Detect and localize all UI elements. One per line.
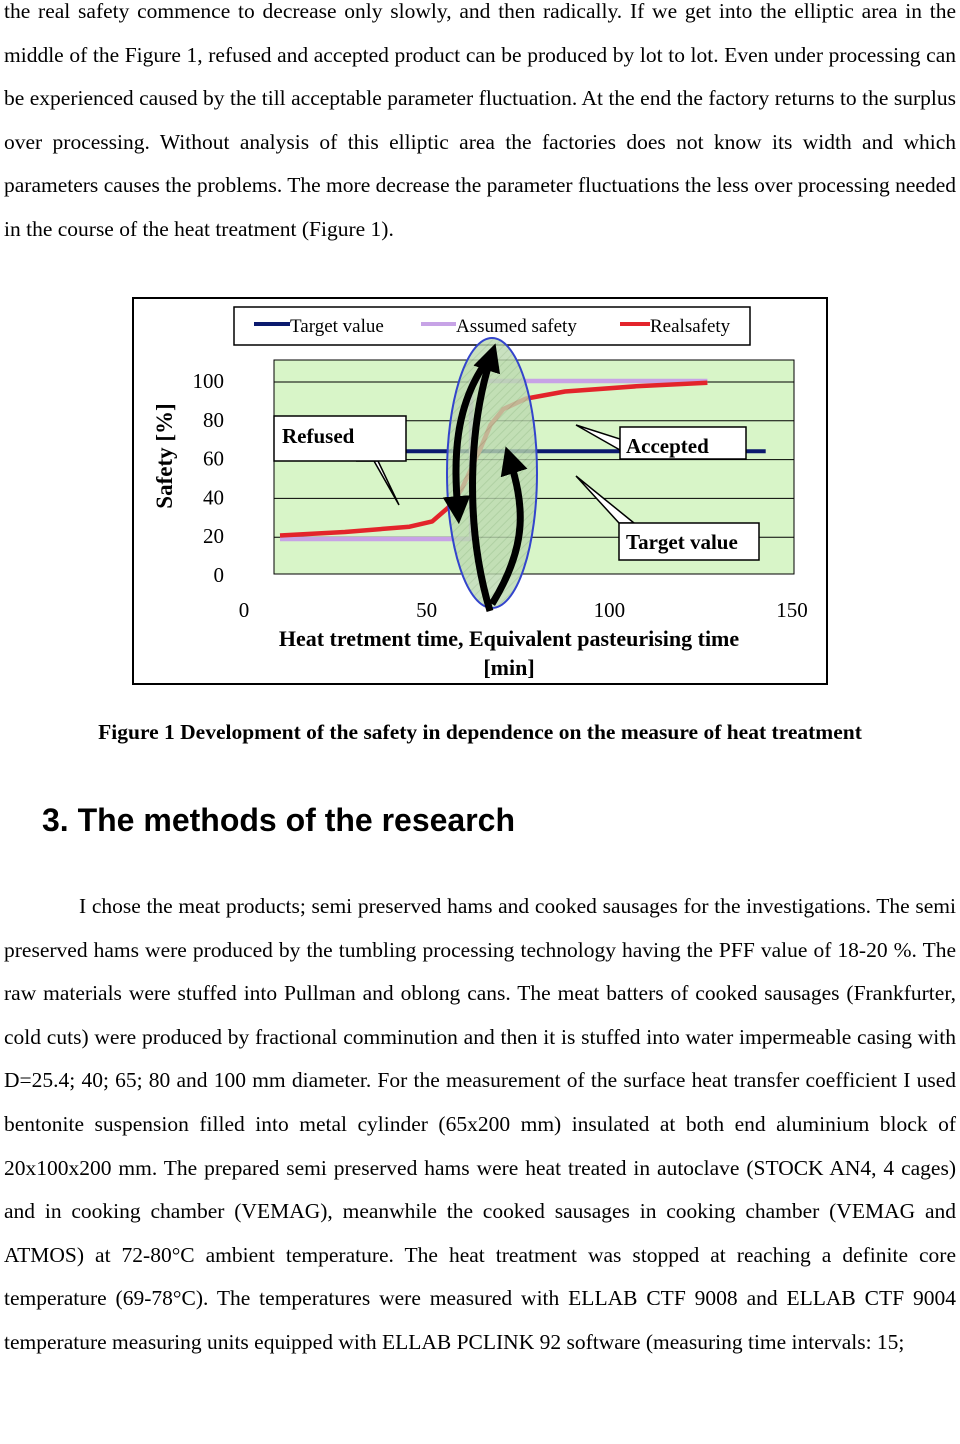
y-tick-label-40: 40 bbox=[203, 485, 224, 510]
x-axis-label-line-1: Heat tretment time, Equivalent pasteurising time bbox=[278, 626, 740, 651]
target-callout-label: Target value bbox=[626, 530, 738, 554]
y-tick-label-80: 80 bbox=[203, 407, 224, 432]
legend-label-target-value: Target value bbox=[290, 316, 384, 337]
x-tick-label-100: 100 bbox=[593, 598, 626, 622]
legend-label-assumed-safety: Assumed safety bbox=[456, 316, 577, 337]
y-tick-label-0: 0 bbox=[213, 563, 224, 587]
y-tick-label-60: 60 bbox=[203, 446, 224, 471]
paragraph-top: the real safety commence to decrease only slowly, and then radically. If we get into the elliptic area in the middle of the Figure 1, refused and accepted product can be produced by lot to lot. Even under processing can be experienced caused by the till acceptable parameter fluctuation. At the end the factory returns to the surplus over processing. Without analysis of this elliptic area the factories does not know its width and which parameters causes the problems. The more decrease the parameter fluctuations the less over processing needed in the course of the heat treatment (Figure 1). bbox=[4, 0, 956, 241]
x-tick-labels bbox=[239, 598, 808, 622]
accepted-callout-label: Accepted bbox=[626, 434, 709, 458]
figure-1-chart bbox=[132, 297, 828, 685]
paragraph-methods: I chose the meat products; semi preserved hams and cooked sausages for the investigations. The semi preserved hams were produced by the tumbling processing technology having the PFF value of 18-20 %. The raw materials were stuffed into Pullman and oblong cans. The meat batters of cooked sausages (Frankfurter, cold cuts) were produced by fractional comminution and then it is stuffed into water impermeable casing with D=25.4; 40; 65; 80 and 100 mm diameter. For the measurement of the surface heat transfer coefficient I used bentonite suspension filled into metal cylinder (65x200 mm) insulated at both end aluminium block of 20x100x200 mm. The prepared semi preserved hams were heat treated in autoclave (STOCK AN4, 4 cages) and in cooking chamber (VEMAG), meanwhile the cooked sausages in cooking chamber (VEMAG and ATMOS) at 72-80°C ambient temperature. The heat treatment was stopped at reaching a definite core temperature (69-78°C). The temperatures were measured with ELLAB CTF 9008 and ELLAB CTF 9004 temperature measuring units equipped with ELLAB PCLINK 92 software (measuring time intervals: 15; bbox=[4, 894, 956, 1354]
elliptic-area bbox=[447, 338, 537, 608]
y-tick-label-20: 20 bbox=[203, 524, 224, 549]
x-tick-label-50: 50 bbox=[416, 598, 438, 622]
section-heading: 3. The methods of the research bbox=[42, 802, 516, 838]
refused-callout-label: Refused bbox=[282, 424, 355, 448]
y-tick-label-100: 100 bbox=[192, 369, 224, 393]
x-tick-label-150: 150 bbox=[776, 598, 808, 622]
y-axis-label: Safety [%] bbox=[152, 403, 177, 509]
x-tick-label-0: 0 bbox=[238, 598, 250, 622]
y-tick-labels bbox=[193, 369, 225, 587]
legend-label-realsafety: Realsafety bbox=[650, 316, 731, 337]
figure-caption: Figure 1 Development of the safety in dependence on the measure of heat treatment bbox=[98, 720, 862, 744]
chart-svg bbox=[134, 299, 826, 683]
x-axis-label-line-2: [min] bbox=[483, 655, 535, 680]
